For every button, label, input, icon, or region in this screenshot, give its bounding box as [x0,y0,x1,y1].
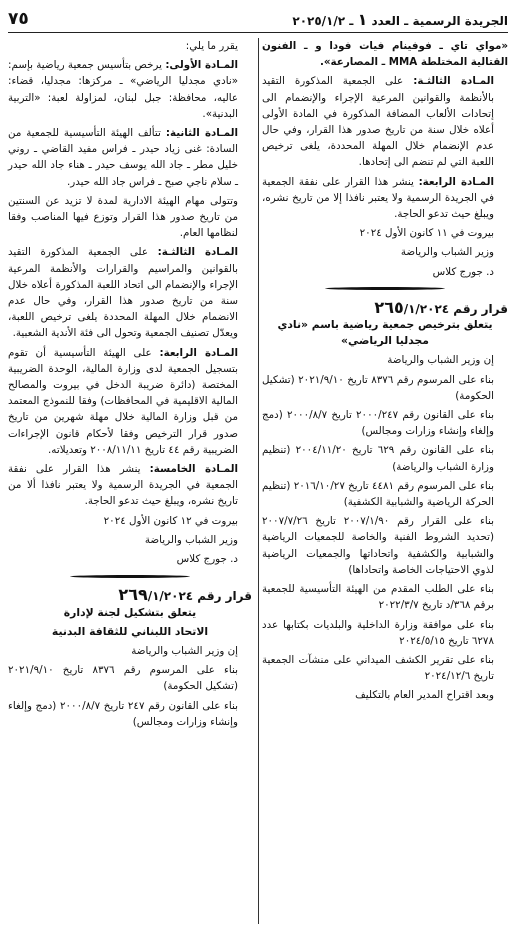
article-4 [8,345,252,458]
recital: بناء على القرار رقم ٢٠٠٧/١/٩٠ تاريخ ٢٠٠٧/٧/٢٦ (تحديد الشروط الفنية والخاصة للجمعيات الرياضية والشبابية والكشفية واتحاداتها والجمعيات الرياضية لذوي الاحتياجات الخاصة واتحاداها) [262,515,494,576]
recital: بناء على الطلب المقدم من الهيئة التأسيسية للجمعية برقم ٣٦٨/د تاريخ ٢٠٢٢/٣/٧ [262,583,494,612]
signature: د. جورج كلاس [432,265,494,278]
page-header [8,6,508,33]
minister-title: وزير الشباب والرياضة [144,533,238,546]
article-1 [8,57,252,122]
article-label: المـادة الأولى: [165,59,238,72]
article-label: المـادة الثالثـة: [413,75,494,88]
recital: بناء على المرسوم رقم ٤٤٨١ تاريخ ٢٠١٦/١٠/٢٧ (تنظيم الحركة الرياضية والشبابية الكشفية) [262,479,494,509]
article-4 [262,174,508,223]
gazette-name: الجريدة الرسمية ـ العدد [371,13,508,28]
decision-year: /١/٢٠٢٤ [147,589,194,604]
minister-title: وزير الشباب والرياضة [400,246,494,259]
decision-subject: يتعلق بترخيص جمعية رياضية باسم «نادي مجدليا الرياضي» [277,318,493,348]
article-label: المـادة الرابعة: [159,346,238,359]
recital: وبعد اقتراح المدير العام بالتكليف [355,689,494,702]
decides-line: يقرر ما يلي: [185,40,238,52]
article-text: ينشر هذا القرار على نفقة الجمعية في الجريدة الرسمية ولا يعتبر نافذا ألا من تاريخ نشره، ويبلغ حيث تدعو الحاجة. [8,463,238,508]
issue-date: ـ ٢٠٢٥/١/٢ [292,13,354,28]
right-column [262,38,508,928]
decision-label: قرار رقم [197,589,252,604]
article-3 [8,244,252,341]
article-label: المـادة الثانية: [165,127,238,140]
article-text: ينشر هذا القرار على نفقة الجمعية في الجريدة الرسمية ولا يعتبر نافذا إلا من تاريخ نشره، ويبلغ حيث تدعو الحاجة. [262,175,494,221]
issue-number: ١ [357,9,368,29]
article-2-extra: وتتولى مهام الهيئة الادارية لمدة لا تزيد عن السنتين من تاريخ صدور هذا القرار وتوزع فيها المناصب وفقا لنظامها العام. [8,194,238,240]
article-text: على الجمعية المذكورة التقيد بالقوانين والمراسيم والقرارات والأنظمة المرعية الإجراء والإنضمام الى اتحاد اللعبة المذكورة أعلاه خلال سنة من تاريخ صدور هذا القرار، وفي حال عدم الانضمام خلال المهلة المحددة يلغى ترخيص اللعبة، ويعدّل تصنيف الجمعية وتحول الى فئة الأندية الشعبية. [8,246,238,340]
decision-subject-2: الاتحاد اللبناني للثقافة البدنية [51,624,209,638]
decision-subject-1: يتعلق بتشكيل لجنة لإدارة [63,605,197,619]
article-label: المـادة الخامسة: [149,463,239,476]
top-title: «مواي تاي ـ فوفينام فيات فودا و ـ الفنون القتالية المختلطة MMA ـ المصارعة». [262,40,508,69]
recital: بناء على المرسوم رقم ٨٣٧٦ تاريخ ٢٠٢١/٩/١٠ (تشكيل الحكومة) [8,664,238,693]
article-2 [8,125,252,190]
article-text: تتألف الهيئة التأسيسية للجمعية من السادة: غنى زياد حيدر ـ فراس مفيد القاضي ـ روني خليل مطر ـ جاد الله يوسف حيدر ـ هناء جاد الله حيدر ـ سلام ناجي صبح ـ فراس جاد الله حيدر. [8,127,238,188]
recital: بناء على القانون رقم ٢٠٠٠/٢٤٧ تاريخ ٢٠٠٠/٨/٧ (دمج وإلغاء وإنشاء وزارات ومجالس) [262,409,494,438]
recital: بناء على تقرير الكشف الميداني على منشآت الجمعية تاريخ ٢٠٢٤/١٢/٦ [262,653,494,683]
decision-heading [8,587,252,604]
gazette-title [292,10,508,29]
article-3 [262,73,508,170]
article-5 [8,461,252,510]
recital: بناء على المرسوم رقم ٨٣٧٦ تاريخ ٢٠٢١/٩/١٠ (تشكيل الحكومة) [262,373,494,402]
article-text: على الجمعية المذكورة التقيد بالأنظمة والقوانين المرعية الإجراء والإنضمام الى إتحادات الألعاب المضافة المذكورة في المادة الأولى أعلاه خلال سنة من تاريخ صدور هذا القرار، وفي حال عدم الإنضمام خلال المهلة المحددة، يلغى ترخيص اللعبة التي لم تنضم الى إتحادها. [262,75,494,169]
decision-label: قرار رقم [453,301,508,316]
column-divider [258,38,259,924]
decision-number: ٢٦٥ [374,297,404,317]
article-text: على الهيئة التأسيسية أن تقوم بتسجيل الجمعية لدى وزارة المالية، الوحدة الضريبية المختصة (دائرة ضريبة الدخل في بيروت والمصالح المالية الاقليمية في المحافظات) وفقا للنموذج المعتمد من قبل وزارة المالية خلال مهلة شهرين من تاريخ صدور قرار الترخيص وفقا لأحكام قانون الإجراءات الضريبية رقم ٤٤ تاريخ ٢٠٠٨/١١/١١ وتعديلاته. [8,346,238,456]
recital: بناء على موافقة وزارة الداخلية والبلديات بكتابها عدد ٦٢٧٨ تاريخ ٢٠٢٤/٥/١٥ [262,618,494,647]
place-date: بيروت في ١١ كانون الأول ٢٠٢٤ [359,227,494,240]
signature: د. جورج كلاس [176,553,238,566]
decision-number: ٢٦٩ [118,585,148,605]
intro-line: إن وزير الشباب والرياضة [131,644,238,657]
recital: بناء على القانون رقم ٦٢٩ تاريخ ٢٠٠٤/١١/٢٠ (تنظيم وزارة الشباب والرياضة) [262,444,494,473]
section-separator [262,284,508,294]
decision-heading [262,297,508,317]
article-text: يرخص بتأسيس جمعية رياضية بإسم: «نادي مجدليا الرياضي» ـ مركزها: مجدليا، قضاء: عاليه، محافظة: جبل لبنان، لمزاولة لعبة: «التربية البدنية». [8,59,238,120]
decision-year: /١/٢٠٢٤ [403,301,450,316]
place-date: بيروت في ١٢ كانون الأول ٢٠٢٤ [103,514,238,527]
intro-line: إن وزير الشباب والرياضة [387,354,494,367]
page-number: ٧٥ [8,9,29,29]
article-label: المـادة الرابعة: [418,175,494,188]
section-separator [8,571,252,581]
article-label: المـادة الثالثـة: [157,246,238,259]
recital: بناء على القانون رقم ٢٤٧ تاريخ ٢٠٠٠/٨/٧ (دمج وإلغاء وإنشاء وزارات ومجالس) [8,699,238,728]
left-column [8,38,252,928]
